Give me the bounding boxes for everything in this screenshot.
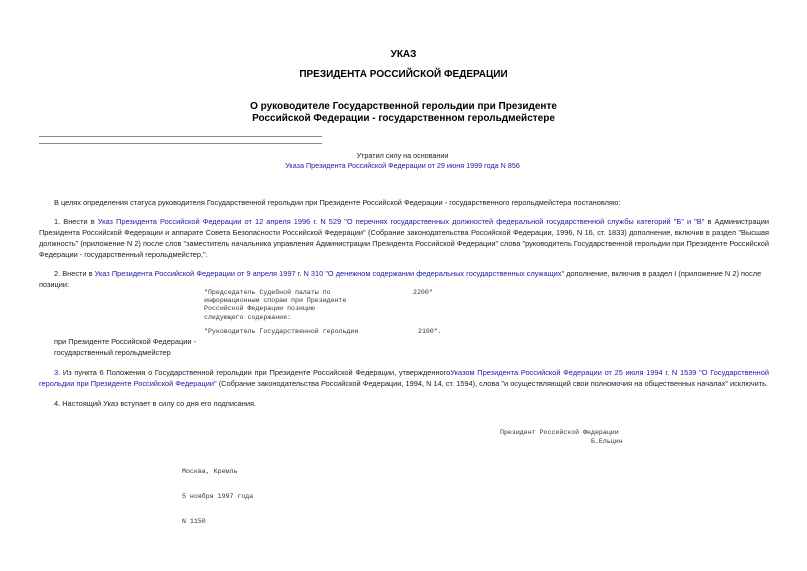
place-and-date bbox=[182, 452, 253, 534]
p2-body: дополнение, включив в раздел I (приложение N 2) после позиции: bbox=[39, 269, 762, 289]
table-row1-name: "Председатель Судебной палаты по информационным спорам при Президенте Российской Федерации позицию следующего содержания: bbox=[204, 289, 347, 321]
lost-force-link[interactable]: Указа Президента Российской Федерации от 29 июня 1999 года N 856 bbox=[285, 161, 520, 170]
table-tail: при Президенте Российской Федерации - государственный герольдмейстер bbox=[54, 337, 197, 357]
place: Москва, Кремль bbox=[182, 468, 238, 476]
table-row2-value: 2100". bbox=[418, 328, 442, 335]
table-row1-value: 2200" bbox=[413, 289, 433, 296]
paragraph-4: 4. Настоящий Указ вступает в силу со дня его подписания. bbox=[54, 399, 257, 408]
p1-body: в Администрации Президента Российской Федерации и аппарате Совета Безопасности Российской Федерации" (Собрание законодательства Российской Федерации, 1996, N 16, ст. 1833) дополнение, включив в раздел "Высшая должность" (приложение N 2) после слов "заместитель начальника управления Администрации Президента Российской Федерации" слова "руководитель Государственной герольдии при Президенте Российской Федерации - государственный герольдмейстер,". bbox=[39, 217, 769, 259]
decree-subject bbox=[0, 101, 807, 125]
decree-number: N 1150 bbox=[182, 517, 206, 525]
p1-link[interactable]: Указ Президента Российской Федерации от 12 апреля 1996 г. N 529 "О перечнях государственных должностей федеральной государственной службы категорий "Б" и "В" bbox=[97, 217, 705, 226]
date: 5 ноября 1997 года bbox=[182, 493, 254, 501]
issuer-title: ПРЕЗИДЕНТА РОССИЙСКОЙ ФЕДЕРАЦИИ bbox=[299, 69, 508, 80]
p3-number: 3. bbox=[54, 368, 61, 377]
decree-title: УКАЗ bbox=[390, 49, 417, 60]
p2-link[interactable]: Указ Президента Российской Федерации от 9 апреля 1997 г. N 310 "О денежном содержании федеральных государственных служащих" bbox=[94, 269, 565, 278]
p2-lead: 2. Внести в bbox=[54, 269, 95, 278]
paragraph-2 bbox=[39, 268, 774, 290]
p1-lead: 1. Внести в bbox=[54, 217, 98, 226]
intro-paragraph: В целях определения статуса руководителя Государственной герольдии при Президенте Российской Федерации - государственного герольдмейстера постановляю: bbox=[54, 198, 621, 207]
signature-name: Б.Ельцин bbox=[591, 438, 623, 445]
subject-line-2: Российской Федерации - государственном герольдмейстере bbox=[252, 113, 555, 124]
divider-top bbox=[39, 136, 322, 137]
paragraph-3 bbox=[39, 367, 769, 389]
p3-lead: Из пункта 6 Положения о Государственной герольдии при Президенте Российской Федерации, утвержденного bbox=[60, 368, 451, 377]
p3-link[interactable]: Указом Президента Российской Федерации от 25 июля 1994 г. N 1539 "О Государственной герольдии при Президенте Российской Федерации" bbox=[39, 368, 769, 388]
lost-force-note bbox=[280, 151, 525, 171]
subject-line-1: О руководителе Государственной герольдии при Президенте bbox=[250, 101, 557, 112]
signature-title: Президент Российской Федерации bbox=[500, 429, 619, 436]
divider-bottom bbox=[39, 143, 322, 144]
paragraph-1 bbox=[39, 216, 769, 260]
p3-body: (Собрание законодательства Российской Федерации, 1994, N 14, ст. 1594), слова "и осуществляющий свои полномочия на общественных началах" исключить. bbox=[216, 379, 769, 388]
table-row2-name: "Руководитель Государственной герольдии bbox=[204, 328, 359, 335]
lost-force-text: Утратил силу на основании bbox=[356, 151, 449, 160]
